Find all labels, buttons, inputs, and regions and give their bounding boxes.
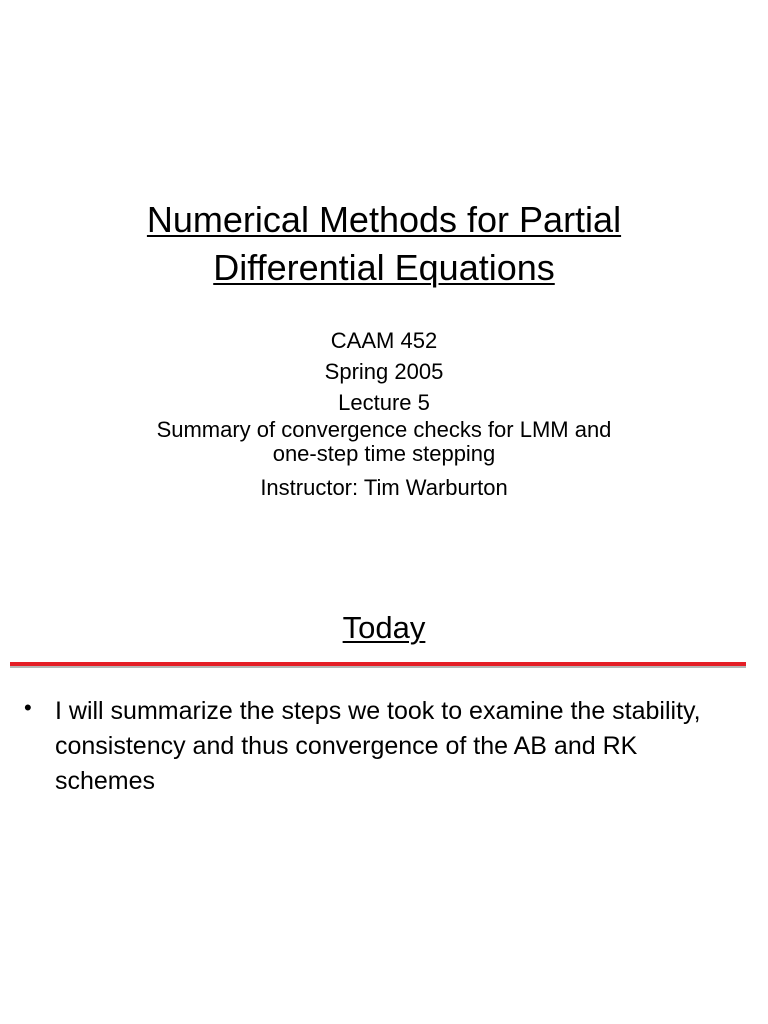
- slide-heading: Today: [342, 610, 426, 645]
- list-item: [24, 694, 724, 799]
- title-line-1: Numerical Methods for Partial: [146, 199, 622, 240]
- slide-title: [0, 196, 768, 292]
- bullet-text: I will summarize the steps we took to examine the stability, consistency and thus convergence of the AB and RK schemes: [55, 697, 701, 795]
- term: Spring 2005: [324, 359, 444, 384]
- slide-subtitle: [0, 325, 768, 503]
- divider-rule: [10, 662, 746, 666]
- lecture-number: Lecture 5: [338, 390, 430, 415]
- today-slide: [0, 580, 768, 1024]
- summary-line-2: one-step time stepping: [272, 441, 496, 466]
- bullet-list: [24, 694, 724, 799]
- instructor: Instructor: Tim Warburton: [260, 475, 508, 500]
- bullet-icon: •: [24, 695, 32, 720]
- course-code: CAAM 452: [330, 328, 438, 353]
- title-line-2: Differential Equations: [213, 247, 555, 288]
- summary-line-1: Summary of convergence checks for LMM and: [156, 417, 612, 442]
